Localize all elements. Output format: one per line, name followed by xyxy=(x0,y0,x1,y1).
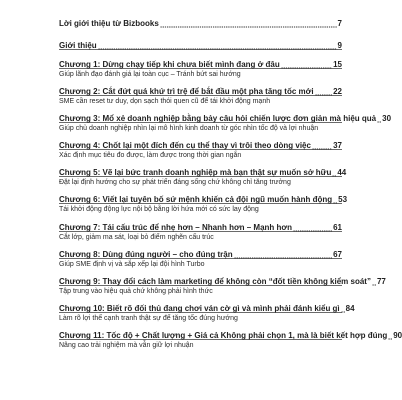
toc-entry-description: Làm rõ lợi thế cạnh tranh thật sự để tăng tốc đúng hướng xyxy=(59,315,238,322)
toc-entry-title: Chương 8: Dùng đúng người – cho đúng trận xyxy=(59,250,233,259)
toc-entry-row xyxy=(59,165,347,178)
toc-entry-row xyxy=(59,111,392,124)
toc-entry[interactable] xyxy=(59,111,392,134)
toc-entry[interactable] xyxy=(59,220,342,243)
toc-entry-page-number: 30 xyxy=(382,114,392,123)
toc-entry-title: Chương 7: Tái cấu trúc để nhẹ hơn – Nhanh hơn – Mạnh hơn xyxy=(59,223,292,232)
dot-leader xyxy=(372,278,376,287)
toc-entry[interactable] xyxy=(59,328,402,351)
toc-entry[interactable] xyxy=(59,138,342,161)
dot-leader xyxy=(332,169,336,178)
toc-entry-description: Cắt lớp, giảm ma sát, loại bỏ điểm nghẽn cấu trúc xyxy=(59,234,214,241)
toc-entry[interactable] xyxy=(59,165,347,188)
toc-entry-row xyxy=(59,57,342,70)
toc-entry-description: Giúp SME định vị và sắp xếp lại đội hình Turbo xyxy=(59,261,205,268)
toc-entry-title: Chương 5: Vẽ lại bức tranh doanh nghiệp mà bạn thật sự muốn sở hữu xyxy=(59,168,332,177)
toc-entry-description: Đặt lại định hướng cho sự phát triển đáng sống chứ không chỉ tăng trưởng xyxy=(59,179,291,186)
toc-entry-row xyxy=(59,247,342,260)
toc-entry-title: Chương 3: Mổ xẻ doanh nghiệp bằng bảy câu hỏi chiến lược đơn giản mà hiệu quả xyxy=(59,114,377,123)
toc-entry-row xyxy=(59,84,342,97)
dot-leader xyxy=(315,88,333,97)
dot-leader xyxy=(377,115,381,124)
toc-entry-description: Tập trung vào hiệu quả chứ không phải hình thức xyxy=(59,288,213,295)
toc-entry-description: Giúp lãnh đạo đánh giá lại toàn cục – Tránh bứt sai hướng xyxy=(59,71,241,78)
dot-leader xyxy=(333,196,337,205)
toc-entry-page-number: 61 xyxy=(333,223,342,232)
toc-entry-title: Chương 10: Biết rõ đối thủ đang chơi ván cờ gì và mình phải đánh kiểu gì xyxy=(59,304,340,313)
dot-leader xyxy=(341,305,345,314)
toc-entry-description: Tái khởi động động lực nội bộ bằng lời hứa mới có sức lay động xyxy=(59,206,259,213)
toc-entry-page-number: 7 xyxy=(337,19,342,28)
toc-entry-row xyxy=(59,138,342,151)
toc-entry-page-number: 9 xyxy=(337,41,342,50)
toc-entry-page-number: 37 xyxy=(333,141,342,150)
toc-entry-title: Chương 1: Dừng chạy tiếp khi chưa biết mình đang ở đâu xyxy=(59,60,280,69)
toc-entry-row xyxy=(59,301,355,314)
toc-entry[interactable] xyxy=(59,247,342,270)
toc-entry-page-number: 15 xyxy=(333,60,342,69)
toc-entry[interactable] xyxy=(59,192,348,215)
toc-entry-page-number: 53 xyxy=(338,195,348,204)
toc-entry-page-number: 44 xyxy=(337,168,347,177)
toc-entry-row xyxy=(59,274,386,287)
toc-entry-title: Chương 4: Chốt lại một đích đến cụ thể thay vì trôi theo dòng việc xyxy=(59,141,311,150)
toc-entry-title: Chương 6: Viết lại tuyên bố sứ mệnh khiến cả đội ngũ muốn hành động xyxy=(59,195,333,204)
toc-entry-row xyxy=(59,16,342,29)
dot-leader xyxy=(293,224,332,233)
dot-leader xyxy=(98,42,337,51)
toc-entry-row xyxy=(59,328,402,341)
toc-entry-title: Giới thiệu xyxy=(59,41,97,50)
toc-entry-row xyxy=(59,192,348,205)
toc-entry-page-number: 22 xyxy=(333,87,342,96)
dot-leader xyxy=(160,20,337,29)
toc-entry[interactable] xyxy=(59,301,355,324)
toc-entry-description: Nâng cao trải nghiệm mà vẫn giữ lợi nhuận xyxy=(59,342,194,349)
dot-leader xyxy=(388,332,392,341)
toc-entry[interactable] xyxy=(59,57,342,80)
toc-entry-page-number: 90 xyxy=(393,331,402,340)
toc-entry[interactable] xyxy=(59,274,386,297)
toc-entry-row xyxy=(59,220,342,233)
toc-entry-title: Chương 11: Tốc độ + Chất lượng + Giá cả Không phải chọn 1, mà là biết kết hợp đúng xyxy=(59,331,388,340)
dot-leader xyxy=(234,251,332,260)
toc-entry-title: Chương 9: Thay đổi cách làm marketing để không còn “đốt tiền không kiểm soát” xyxy=(59,277,371,286)
toc-entry-page-number: 84 xyxy=(345,304,355,313)
toc-entry-description: Giúp chủ doanh nghiệp nhìn lại mô hình kinh doanh từ góc nhìn tốc độ và lợi nhuận xyxy=(59,125,319,132)
toc-entry-page-number: 77 xyxy=(376,277,386,286)
toc-entry-title: Lời giới thiệu từ Bizbooks xyxy=(59,19,159,28)
toc-entry-title: Chương 2: Cắt đứt quá khứ trì trệ để bắt đầu một pha tăng tốc mới xyxy=(59,87,314,96)
toc-entry-page-number: 67 xyxy=(333,250,342,259)
toc-entry-row xyxy=(59,38,342,51)
toc-entry[interactable] xyxy=(59,84,342,107)
dot-leader xyxy=(281,61,332,70)
toc-entry[interactable] xyxy=(59,16,342,29)
dot-leader xyxy=(312,142,332,151)
toc-entry-description: Xác định mục tiêu đo được, làm được trong thời gian ngắn xyxy=(59,152,242,159)
toc-entry[interactable] xyxy=(59,38,342,51)
toc-entry-description: SME cần reset tư duy, dọn sạch thói quen cũ để tái khởi động mạnh xyxy=(59,98,271,105)
